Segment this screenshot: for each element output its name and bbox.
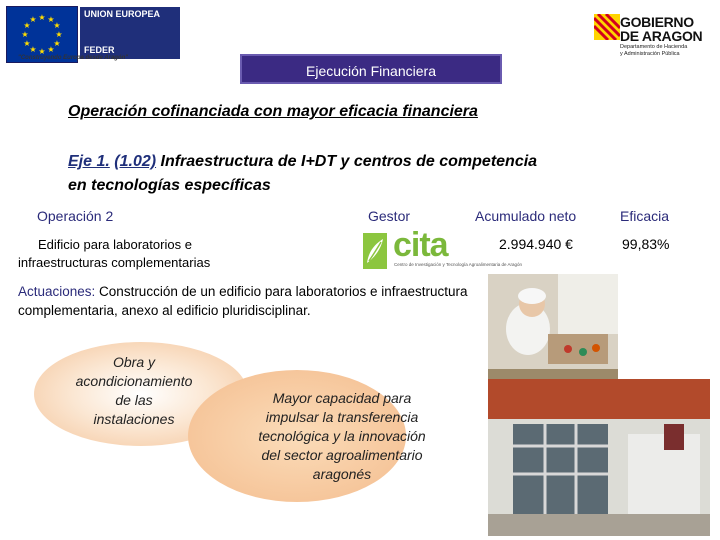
svg-text:★: ★: [21, 30, 29, 39]
svg-text:★: ★: [47, 15, 55, 24]
eje-code: (1.02): [114, 153, 157, 170]
actuaciones-label: Actuaciones:: [18, 284, 96, 299]
section-banner: Ejecución Financiera: [240, 54, 502, 84]
svg-text:★: ★: [23, 39, 31, 48]
eje-title-line2: en tecnologías específicas: [68, 177, 271, 194]
ga-sub-line2: y Administración Pública: [620, 51, 680, 57]
obra-ellipse-text: [64, 353, 204, 429]
eficacia-value: 99,83%: [622, 236, 670, 252]
svg-text:★: ★: [47, 45, 55, 54]
cita-logo-text: cita: [393, 226, 448, 264]
eu-label-block: [80, 7, 180, 59]
gobierno-aragon-title: [620, 15, 702, 43]
col-acumulado: Acumulado neto: [475, 208, 577, 224]
e2-line1: Mayor capacidad para: [272, 390, 412, 406]
eu-motto: "Construyendo Europa desde Aragón": [18, 55, 129, 61]
axis-heading: [68, 150, 688, 198]
e1-line2: acondicionamiento: [75, 373, 193, 389]
svg-text:★: ★: [53, 21, 61, 30]
ga-title-line2: DE ARAGON: [620, 28, 703, 44]
svg-text:★: ★: [23, 21, 31, 30]
ga-title-line1: GOBIERNO: [620, 14, 694, 30]
svg-text:★: ★: [38, 47, 46, 56]
e2-line4: del sector agroalimentario: [261, 447, 423, 463]
eu-stars-icon: [7, 7, 77, 62]
e2-line5: aragonés: [312, 466, 372, 482]
eu-label: UNION EUROPEA: [84, 9, 161, 19]
ga-sub-line1: Departamento de Hacienda: [620, 44, 688, 50]
svg-text:★: ★: [29, 45, 37, 54]
ga-department: [620, 44, 687, 58]
desc-line1: Edificio para laboratorios e: [38, 237, 192, 252]
e2-line2: impulsar la transferencia: [265, 409, 419, 425]
acumulado-value: 2.994.940 €: [499, 236, 573, 252]
svg-text:★: ★: [55, 30, 63, 39]
e2-line3: tecnológica y la innovación: [258, 428, 426, 444]
capacidad-ellipse-text: [232, 389, 452, 484]
col-operacion: Operación 2: [37, 208, 114, 224]
cita-subtitle: Centro de Investigación y Tecnología Agroalimentaria de Aragón: [394, 262, 522, 267]
eje-title: Infraestructura de I+DT y centros de competencia: [156, 153, 538, 170]
svg-text:★: ★: [29, 15, 37, 24]
feder-label: FEDER: [84, 45, 115, 55]
actuaciones-body: Construcción de un edificio para laboratorios e infraestructura complementaria, anexo al edificio pluridisciplinar.: [18, 284, 468, 318]
aragon-shield-icon: [594, 14, 620, 40]
svg-text:★: ★: [53, 39, 61, 48]
e1-line3: de las: [115, 392, 153, 408]
cita-leaf-icon: [363, 233, 387, 269]
operation-description: [18, 236, 288, 272]
eje-link: Eje 1.: [68, 153, 110, 170]
page-title: Operación cofinanciada con mayor eficacia financiera: [68, 103, 478, 120]
svg-text:★: ★: [38, 13, 46, 22]
desc-line2: infraestructuras complementarias: [18, 255, 211, 270]
laboratory-building-photo: [488, 274, 710, 536]
col-gestor: Gestor: [368, 208, 411, 224]
e1-line4: instalaciones: [93, 411, 175, 427]
col-eficacia: Eficacia: [620, 208, 670, 224]
actuaciones-text: [18, 282, 488, 320]
e1-line1: Obra y: [112, 354, 155, 370]
